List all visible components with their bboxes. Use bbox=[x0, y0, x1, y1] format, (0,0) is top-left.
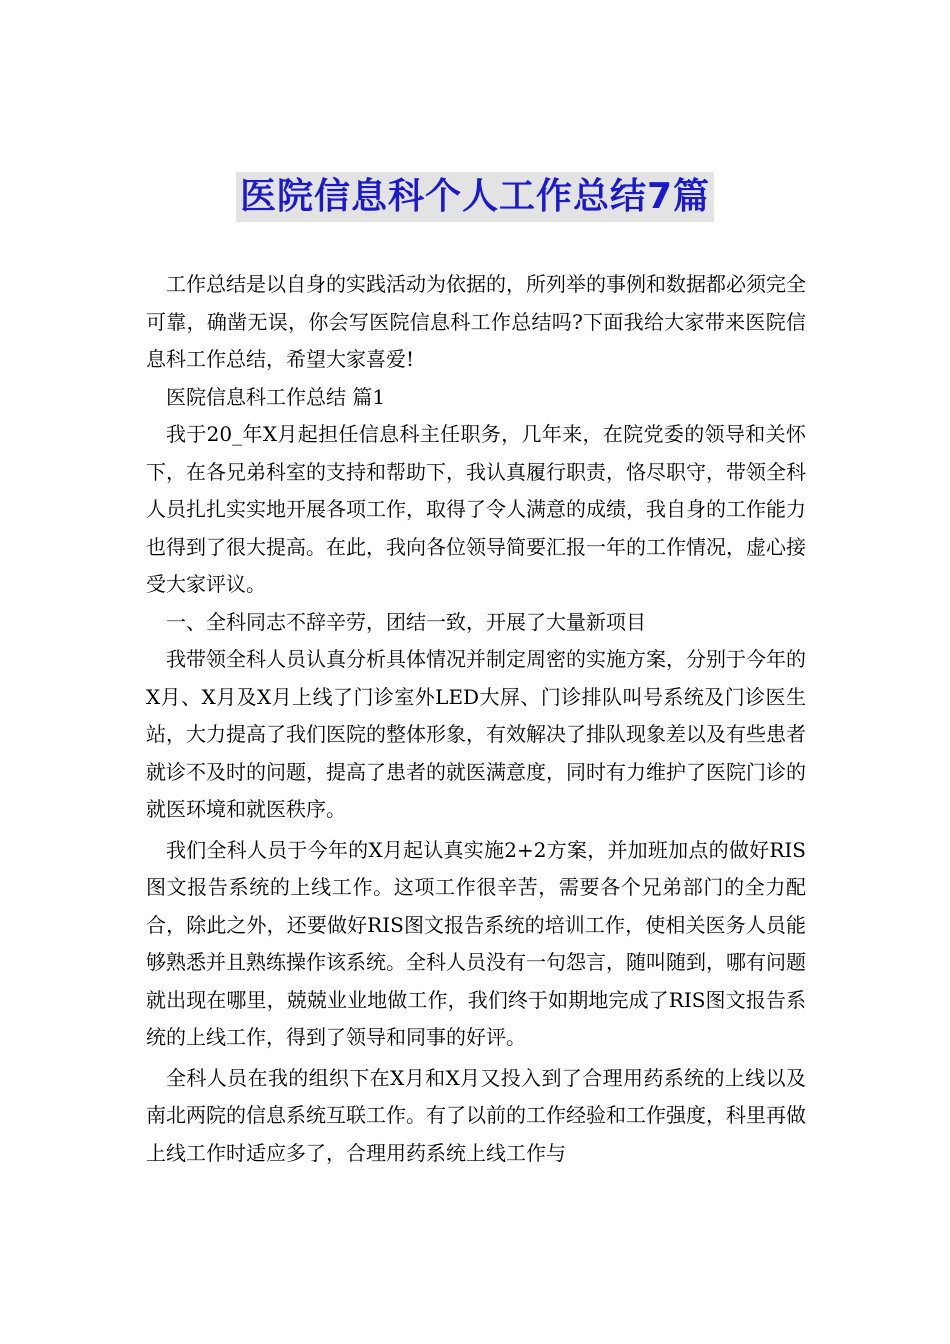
body-paragraph: 全科人员在我的组织下在X月和X月又投入到了合理用药系统的上线以及南北两院的信息系统互联工作。有了以前的工作经验和工作强度，科里再做上线工作时适应多了，合理用药系统上线工作与 bbox=[146, 1065, 806, 1165]
body-paragraph: 我们全科人员于今年的X月起认真实施2+2方案，并加班加点的做好RIS图文报告系统的上线工作。这项工作很辛苦，需要各个兄弟部门的全力配合，除此之外，还要做好RIS图文报告系统的培训工作，使相关医务人员能够熟悉并且熟练操作该系统。全科人员没有一句怨言，随叫随到，哪有问题就出现在哪里，兢兢业业地做工作，我们终于如期地完成了RIS图文报告系统的上线工作，得到了领导和同事的好评。 bbox=[146, 837, 806, 1049]
document-title: 医院信息科个人工作总结7篇 bbox=[236, 172, 714, 222]
document-body bbox=[146, 266, 806, 1172]
title-block bbox=[0, 172, 950, 222]
body-paragraph: 我于20_年X月起担任信息科主任职务，几年来，在院党委的领导和关怀下，在各兄弟科室的支持和帮助下，我认真履行职责，恪尽职守，带领全科人员扎扎实实地开展各项工作，取得了令人满意的成绩，我自身的工作能力也得到了很大提高。在此，我向各位领导简要汇报一年的工作情况，虚心接受大家评议。 bbox=[146, 422, 806, 596]
intro-paragraph: 工作总结是以自身的实践活动为依据的，所列举的事例和数据都必须完全可靠，确凿无误，你会写医院信息科工作总结吗?下面我给大家带来医院信息科工作总结，希望大家喜爱! bbox=[146, 272, 806, 371]
subsection-heading-1: 一、全科同志不辞辛劳，团结一致，开展了大量新项目 bbox=[166, 609, 646, 634]
body-paragraph: 我带领全科人员认真分析具体情况并制定周密的实施方案，分别于今年的X月、X月及X月上线了门诊室外LED大屏、门诊排队叫号系统及门诊医生站，大力提高了我们医院的整体形象，有效解决了排队现象差以及有些患者就诊不及时的问题，提高了患者的就医满意度，同时有力维护了医院门诊的就医环境和就医秩序。 bbox=[146, 647, 806, 821]
section-heading-1: 医院信息科工作总结 篇1 bbox=[166, 384, 386, 409]
